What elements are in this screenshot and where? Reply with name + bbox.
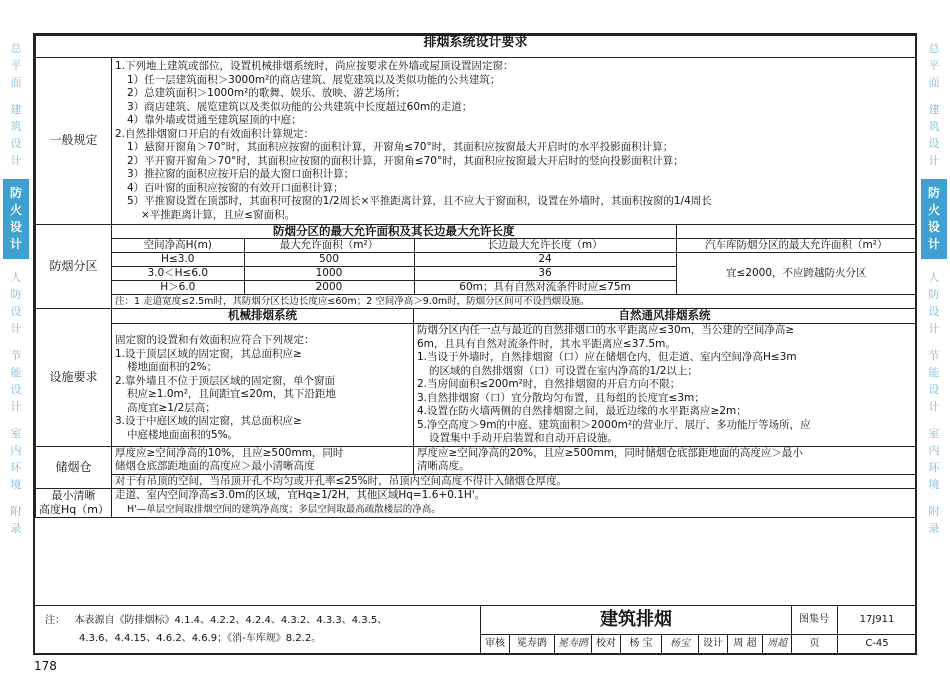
mech-title: 机械排烟系统 — [112, 309, 414, 324]
storage-label: 储烟仓 — [36, 446, 112, 489]
nat-line: 6m，且具有自然对流条件时，其水平距离应≤37.5m。 — [417, 337, 676, 350]
side-nav-item[interactable]: 节 能 设 计 — [10, 349, 22, 413]
nat-line: 设置集中手动开启装置和自动开启设施。 — [429, 432, 618, 444]
nat-line: 4.设置在防火墙两侧的自然排烟窗之间，最近边缘的水平距离应≥2m； — [417, 405, 747, 417]
design-label: 设计 — [699, 634, 728, 653]
zone-cell: 24 — [414, 253, 676, 267]
garage-area: 宜≤2000，不应跨越防火分区 — [676, 253, 916, 295]
storage-nat — [414, 446, 916, 474]
check-name: 杨 宝 — [621, 634, 662, 653]
side-nav-item[interactable]: 附 录 — [10, 505, 22, 535]
zone-header: 最大允许面积（m²） — [244, 239, 414, 253]
general-line: 1）悬窗开窗角＞70°时，其面积应按窗的面积计算，开窗角≤70°时，其面积应按窗最大开启时的水平投影面积计算； — [127, 141, 674, 153]
nat-line: 的区域的自然排烟窗（口）可设置在室内净高的1/2以上； — [429, 364, 698, 377]
title-block — [480, 606, 916, 653]
side-nav-item[interactable]: 附 录 — [928, 505, 940, 535]
zone-header: 汽车库防烟分区的最大允许面积（m²） — [676, 239, 916, 253]
mech-line: 1.设于顶层区域的固定窗，其总面积应≥ — [115, 347, 302, 360]
mech-line: 高度宜≥1/2层高； — [127, 401, 216, 414]
mech-content — [112, 324, 414, 447]
zone-table — [112, 225, 916, 308]
nat-line: 防烟分区内任一点与最近的自然排烟口的水平距离应≤30m，当公建的空间净高≥ — [417, 324, 795, 336]
mech-line: 楼地面面积的2%； — [127, 361, 218, 373]
drawing-title: 建筑排烟 — [481, 606, 792, 635]
zone-cell: 36 — [414, 267, 676, 281]
nat-line: 3.自然排烟窗（口）宜分散均匀布置，且每组的长度宜≤3m； — [417, 391, 705, 404]
storage-common: 对于有吊顶的空间，当吊顶开孔不均匀或开孔率≤25%时，吊顶内空间高度不得计入储烟仓厚度。 — [112, 474, 916, 489]
side-nav-item[interactable]: 总 平 面 — [928, 42, 940, 89]
clear-label-line: 最小清晰 — [51, 489, 96, 502]
clear-line: 走道、室内空间净高≤3.0m的区域，宜Hq≥1/2H，其他区域Hq=1.6+0.1H'。 — [115, 489, 486, 501]
clear-content — [112, 489, 916, 518]
storage-line: 储烟仓底部距地面的高度应＞最小清晰高度 — [115, 460, 315, 472]
zone-cell: 500 — [244, 253, 414, 267]
side-nav-item[interactable]: 总 平 面 — [10, 42, 22, 89]
design-signature: 周超 — [763, 634, 792, 653]
table-title: 排烟系统设计要求 — [36, 36, 916, 58]
general-line: 1.下列地上建筑或部位，设置机械排烟系统时，尚应按要求在外墙或屋顶设置固定窗： — [115, 60, 514, 72]
review-label: 审核 — [481, 634, 510, 653]
general-line: 3）商店建筑、展览建筑以及类似功能的公共建筑中长度超过60m的走道； — [127, 100, 473, 113]
side-nav-item[interactable]: 防 火 设 计 — [3, 179, 29, 259]
footer-note-prefix: 注： — [45, 615, 65, 626]
review-signature: 冕寿鹍 — [555, 634, 592, 653]
page-label: 页 — [792, 634, 838, 653]
storage-mech — [112, 446, 414, 474]
facility-label: 设施要求 — [36, 309, 112, 447]
nat-title: 自然通风排烟系统 — [414, 309, 916, 324]
side-nav-item[interactable]: 防 火 设 计 — [921, 179, 947, 259]
page-number: 178 — [34, 659, 57, 673]
zone-cell: H≤3.0 — [112, 253, 244, 267]
zone-cell: 3.0＜H≤6.0 — [112, 267, 244, 281]
mech-line: 积应≥1.0m²，且间距宜≤20m，其下沿距地 — [127, 388, 336, 400]
zone-header: 空间净高H(m) — [112, 239, 244, 253]
zone-header: 长边最大允许长度（m） — [414, 239, 676, 253]
footer-note — [45, 612, 465, 648]
nat-line: 1.当设于外墙时，自然排烟窗（口）应在储烟仓内，但走道、室内空间净高H≤3m — [417, 351, 797, 363]
mech-line: 固定窗的设置和有效面积应符合下列规定： — [115, 334, 315, 346]
mech-line: 2.靠外墙且不位于顶层区域的固定窗，单个窗面 — [115, 374, 336, 387]
footer-note-line: 4.3.6、4.4.15、4.6.2、4.6.9；《消-车库规》8.2.2。 — [79, 633, 322, 644]
clear-label — [36, 489, 112, 518]
zone-blank — [676, 225, 916, 239]
atlas-number: 17J911 — [838, 606, 916, 635]
storage-line: 厚度应≥空间净高的20%，且应≥500mm，同时储烟仓底部距地面的高度应＞最小 — [417, 446, 803, 459]
general-line: 4）百叶窗的面积应按窗的有效开口面积计算； — [127, 181, 344, 194]
zone-cell: 1000 — [244, 267, 414, 281]
general-content — [112, 58, 916, 225]
check-signature: 杨宝 — [662, 634, 699, 653]
zone-cell: 60m；具有自然对流条件时应≤75m — [414, 281, 676, 295]
nat-line: 2.当房间面积≤200m²时，自然排烟窗的开启方向不限； — [417, 378, 681, 390]
smoke-exhaust-table — [35, 35, 916, 518]
footer-note-text: 本表源自《防排烟标》4.1.4、4.2.2、4.2.4、4.3.2、4.3.3、4.3.5、 — [74, 615, 388, 626]
general-line: 5）平推窗设置在顶部时，其面积可按窗的1/2周长×平推距离计算，且不应大于窗面积，设置在外墙时，其面积按窗的1/4周长 — [127, 195, 712, 207]
zone-cell: 2000 — [244, 281, 414, 295]
footer — [35, 605, 915, 653]
nat-line: 5.净空高度＞9m的中庭、建筑面积＞2000m²的营业厅、展厅、多功能厅等场所，应 — [417, 418, 811, 431]
general-line: 3）推拉窗的面积应按开启的最大窗口面积计算； — [127, 168, 355, 180]
nat-content — [414, 324, 916, 447]
zone-subtitle: 防烟分区的最大允许面积及其长边最大允许长度 — [112, 225, 676, 239]
page-code: C-45 — [865, 638, 889, 649]
check-label: 校对 — [592, 634, 621, 653]
drawing-frame — [33, 33, 917, 655]
general-line: 2.自然排烟窗口开启的有效面积计算规定： — [115, 127, 315, 140]
storage-line: 清晰高度。 — [417, 460, 470, 472]
side-nav-item[interactable]: 建 筑 设 计 — [10, 103, 22, 167]
side-nav-item[interactable]: 建 筑 设 计 — [928, 103, 940, 167]
atlas-label: 图集号 — [791, 606, 838, 635]
zone-cell: H＞6.0 — [112, 281, 244, 295]
general-line: 4）靠外墙或贯通至建筑屋顶的中庭； — [127, 114, 302, 126]
side-nav-item[interactable]: 节 能 设 计 — [928, 349, 940, 413]
side-nav-item[interactable]: 室 内 环 境 — [928, 427, 940, 491]
zone-label: 防烟分区 — [36, 225, 112, 309]
storage-line: 厚度应≥空间净高的10%，且应≥500mm，同时 — [115, 446, 344, 459]
left-section-nav — [3, 40, 29, 547]
review-name: 冕寿鹍 — [510, 634, 555, 653]
clear-label-line: 高度Hq（m） — [39, 503, 109, 516]
clear-note: H'—单层空间取排烟空间的建筑净高度；多层空间取最高疏散楼层的净高。 — [127, 503, 441, 515]
side-nav-item[interactable]: 室 内 环 境 — [10, 427, 22, 491]
footer-note-line — [45, 612, 465, 630]
design-name: 周 超 — [728, 634, 763, 653]
zone-content — [112, 225, 916, 309]
mech-line: 中庭楼地面面积的5%。 — [127, 428, 239, 441]
right-section-nav — [921, 40, 947, 547]
zone-note: 注：1 走道宽度≤2.5m时，其防烟分区长边长度应≤60m；2 空间净高＞9.0m时，防烟分区间可不设挡烟设施。 — [112, 295, 916, 309]
general-line: 2）总建筑面积＞1000m²的歌舞、娱乐、放映、游艺场所； — [127, 87, 406, 99]
general-line: 2）平开窗开窗角＞70°时，其面积应按窗的面积计算，开窗角≤70°时，其面积应按窗最大开启时的竖向投影面积计算； — [127, 154, 684, 167]
general-line: 1）任一层建筑面积＞3000m²的商店建筑、展览建筑以及类似功能的公共建筑； — [127, 73, 501, 86]
side-nav-item[interactable]: 人 防 设 计 — [928, 271, 940, 335]
general-label: 一般规定 — [36, 58, 112, 225]
side-nav-item[interactable]: 人 防 设 计 — [10, 271, 22, 335]
general-line: ×平推距离计算，且应≤窗面积。 — [141, 208, 296, 221]
mech-line: 3.设于中庭区域的固定窗，其总面积应≥ — [115, 415, 302, 427]
